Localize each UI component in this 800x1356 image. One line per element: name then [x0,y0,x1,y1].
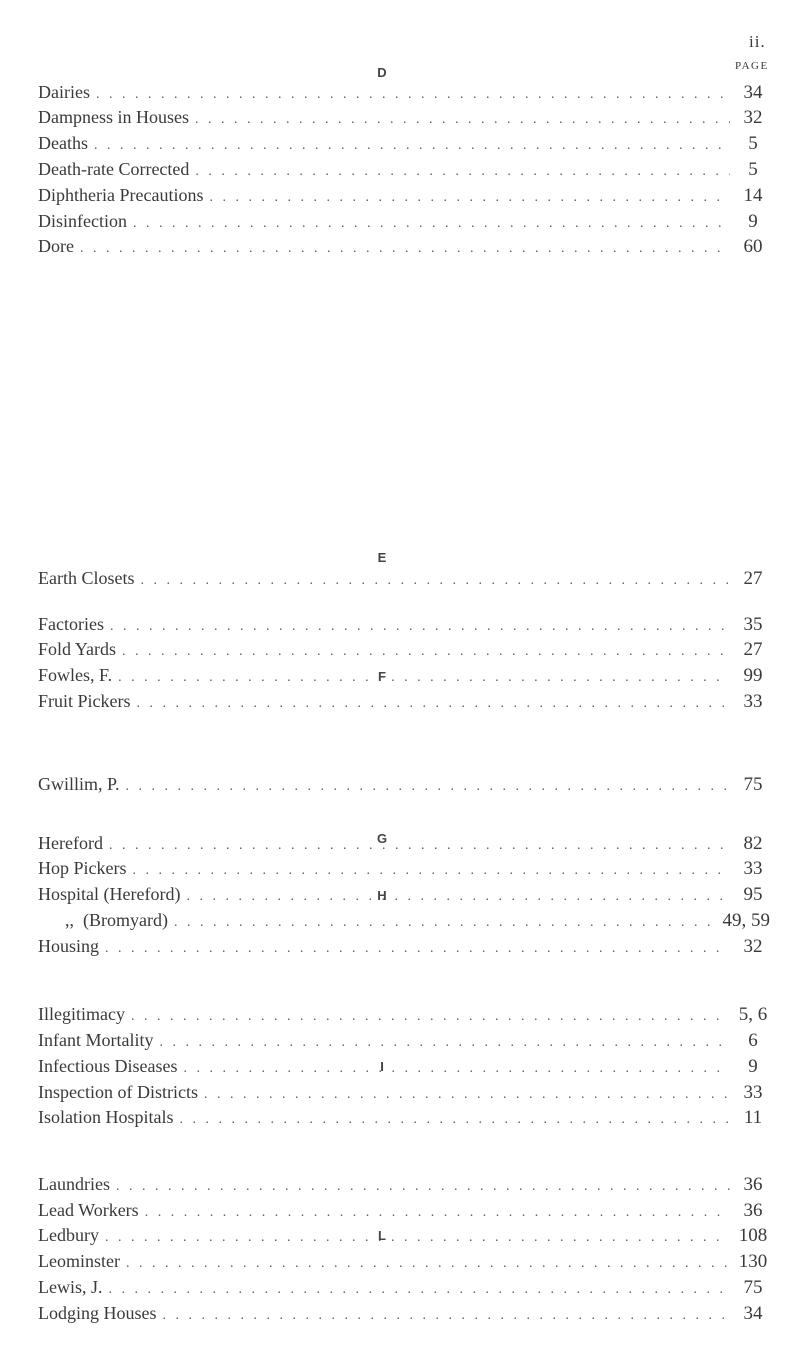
entry-label: Gwillim, P. [38,774,120,794]
entry-page-number: 36 [743,1200,763,1221]
entry-label: Illegitimacy [38,1004,125,1024]
index-entry [38,1275,770,1299]
entry-label: Hereford [38,833,103,853]
entry-page-number: 5 [748,159,758,180]
dot-leader [137,692,731,716]
index-entry [38,209,770,233]
index-entry [38,234,770,258]
index-entry [38,131,770,155]
index-entry [38,80,770,104]
section-letter-g: G [376,831,388,846]
dot-leader [110,615,730,639]
entry-label: Fowles, F. [38,665,113,685]
dot-leader [141,569,731,593]
section-letter-l: L [378,1228,386,1243]
entry-page-number: 60 [743,236,763,257]
index-entry [38,1105,770,1129]
entry-page-number: 33 [743,691,763,712]
dot-leader [145,1201,730,1225]
section-letter-e: E [377,550,387,565]
entry-page-number: 6 [748,1030,758,1051]
entry-page-number: 9 [748,1056,758,1077]
dot-leader [209,186,730,210]
index-entry [38,882,770,906]
page-column-heading: PAGE [735,60,769,72]
index-entry [38,934,770,958]
dot-leader [94,134,730,158]
entry-page-number: 5, 6 [738,1004,768,1025]
dot-leader [80,237,730,261]
entry-page-number: 27 [743,639,763,660]
entry-label: Isolation Hospitals [38,1107,174,1127]
section-letter-d: D [377,65,387,80]
index-entry [38,663,770,687]
entry-label: Inspection of Districts [38,1082,198,1102]
entry-label: Diphtheria Precautions [38,185,204,205]
entry-label: Dore [38,236,74,256]
entry-page-number: 9 [748,211,758,232]
entry-page-number: 99 [743,665,763,686]
entry-label: Hospital (Hereford) [38,884,181,904]
dot-leader [133,212,730,236]
entry-page-number: 34 [743,82,763,103]
dot-leader [163,1304,731,1328]
index-entry [38,1198,770,1222]
index-entry [38,183,770,207]
entry-page-number: 14 [743,185,763,206]
index-entry [38,157,770,181]
index-entry [38,612,770,636]
entry-page-number: 35 [743,614,763,635]
dot-leader [126,1252,730,1276]
dot-leader [126,775,730,799]
entry-label: Dairies [38,82,90,102]
entry-page-number: 130 [738,1251,768,1272]
entry-label: Death-rate Corrected [38,159,190,179]
dot-leader [116,1175,730,1199]
dot-leader [109,1278,731,1302]
entry-page-number: 95 [743,884,763,905]
entry-label: Fruit Pickers [38,691,131,711]
entry-label: Dampness in Houses [38,107,189,127]
page-number: ii. [749,32,766,51]
dot-leader [105,937,730,961]
entry-label: ,, (Bromyard) [38,910,168,930]
dot-leader [131,1005,730,1029]
index-entry [38,908,770,932]
entry-label: Lead Workers [38,1200,139,1220]
section-letter-h: H [377,888,387,903]
dot-leader [96,83,730,107]
entry-page-number: 49, 59 [722,910,770,931]
section-letter-f: F [378,669,386,684]
entry-label: Ledbury [38,1225,99,1245]
entry-page-number: 32 [743,107,763,128]
entry-label: Fold Yards [38,639,117,659]
entry-label: Hop Pickers [38,858,127,878]
index-entry [38,1080,770,1104]
dot-leader [183,1057,730,1081]
dot-leader [122,640,730,664]
entry-label: Disinfection [38,211,127,231]
index-entry [38,1028,770,1052]
entry-label: Deaths [38,133,88,153]
dot-leader [118,666,730,690]
dot-leader [159,1031,730,1055]
entry-label: Infectious Diseases [38,1056,178,1076]
entry-page-number: 11 [743,1107,763,1128]
index-entry [38,1172,770,1196]
entry-page-number: 34 [743,1303,763,1324]
entry-label: Earth Closets [38,568,135,588]
dot-leader [133,859,731,883]
dot-leader [180,1108,731,1132]
entry-page-number: 33 [743,858,763,879]
entry-page-number: 36 [743,1174,763,1195]
index-entry [38,566,770,590]
index-entry [38,1002,770,1026]
entry-page-number: 5 [748,133,758,154]
index-entry [38,1054,770,1078]
index-entry [38,831,770,855]
entry-label: Lodging Houses [38,1303,157,1323]
dot-leader [109,834,730,858]
entry-label: Housing [38,936,100,956]
entry-page-number: 75 [743,774,763,795]
entry-label: Laundries [38,1174,110,1194]
entry-page-number: 27 [743,568,763,589]
entry-label: Lewis, J. [38,1277,103,1297]
dot-leader [204,1083,730,1107]
entry-page-number: 75 [743,1277,763,1298]
index-entry [38,772,770,796]
dot-leader [186,885,730,909]
index-entry [38,637,770,661]
index-entry [38,856,770,880]
index-entry [38,1301,770,1325]
dot-leader [105,1226,730,1250]
entry-page-number: 108 [738,1225,768,1246]
index-entry [38,105,770,129]
dot-leader [195,108,730,132]
entry-page-number: 33 [743,1082,763,1103]
entry-page-number: 82 [743,833,763,854]
dot-leader [195,160,730,184]
dot-leader [174,911,717,935]
entry-label: Infant Mortality [38,1030,154,1050]
entry-label: Factories [38,614,104,634]
entry-label: Leominster [38,1251,120,1271]
section-letter-i: I [380,1059,384,1074]
index-entry [38,689,770,713]
entry-page-number: 32 [743,936,763,957]
index-entry [38,1249,770,1273]
index-entry [38,1223,770,1247]
